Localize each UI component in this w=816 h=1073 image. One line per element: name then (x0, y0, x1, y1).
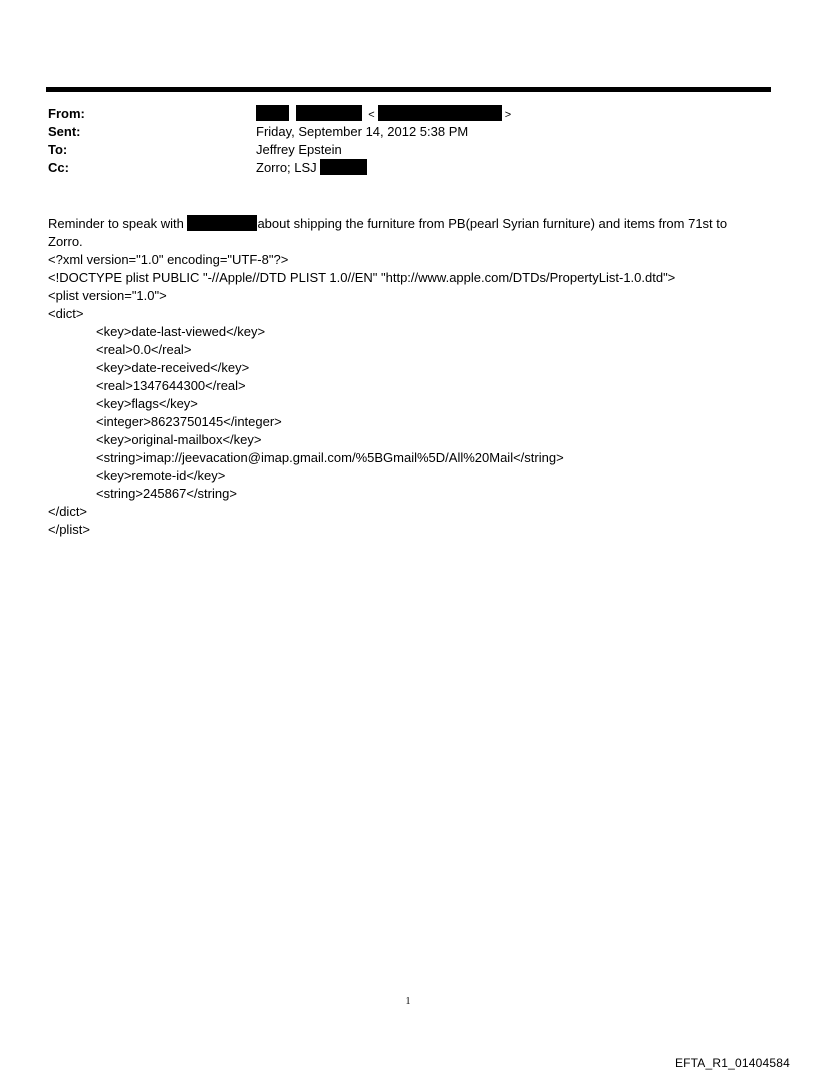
xml-line: <real>1347644300</real> (96, 378, 246, 393)
sent-label: Sent: (48, 124, 81, 139)
xml-line: <plist version="1.0"> (48, 288, 167, 303)
cc-row (48, 159, 768, 177)
from-label: From: (48, 106, 85, 121)
xml-line: </plist> (48, 522, 90, 537)
from-value (256, 105, 514, 124)
to-row (48, 141, 768, 159)
cc-value-wrap (256, 159, 367, 177)
to-value: Jeffrey Epstein (256, 142, 342, 157)
redaction-block (378, 105, 502, 121)
xml-line: <key>original-mailbox</key> (96, 432, 262, 447)
header-rule (46, 87, 771, 92)
body-line-1-end: about shipping the furniture from PB(pearl Syrian furniture) and items from 71st to (257, 216, 728, 231)
xml-line: <key>date-last-viewed</key> (96, 324, 266, 339)
xml-line: </dict> (48, 504, 88, 519)
xml-line: <key>remote-id</key> (96, 468, 226, 483)
xml-line: <string>imap://jeevacation@imap.gmail.com/%5BGmail%5D/All%20Mail</string> (96, 450, 564, 465)
xml-line: <?xml version="1.0" encoding="UTF-8"?> (48, 252, 289, 267)
sent-row (48, 123, 768, 141)
from-open-bracket: < (368, 109, 375, 121)
xml-line: <string>245867</string> (96, 486, 237, 501)
xml-line: <!DOCTYPE plist PUBLIC "-//Apple//DTD PLIST 1.0//EN" "http://www.apple.com/DTDs/PropertyList-1.0.dtd"> (48, 270, 676, 285)
redaction-block (187, 215, 257, 231)
body-line-1 (48, 215, 768, 233)
to-label: To: (48, 142, 68, 157)
redaction-block (256, 105, 289, 121)
xml-line: <key>date-received</key> (96, 360, 250, 375)
redaction-block (320, 159, 367, 175)
redaction-block (296, 105, 362, 121)
sent-value: Friday, September 14, 2012 5:38 PM (256, 124, 469, 139)
page-number: 1 (405, 996, 411, 1007)
from-row (48, 105, 768, 123)
xml-line: <real>0.0</real> (96, 342, 192, 357)
cc-label: Cc: (48, 160, 69, 175)
xml-line: <key>flags</key> (96, 396, 198, 411)
body-line-2: Zorro. (48, 234, 83, 249)
xml-line: <integer>8623750145</integer> (96, 414, 282, 429)
email-header (48, 105, 768, 177)
cc-value: Zorro; LSJ (256, 160, 317, 175)
from-close-bracket: > (504, 109, 512, 121)
document-id: EFTA_R1_01404584 (674, 1056, 790, 1070)
email-body (48, 215, 768, 539)
xml-line: <dict> (48, 306, 84, 321)
body-line-1-start: Reminder to speak with (48, 216, 188, 231)
